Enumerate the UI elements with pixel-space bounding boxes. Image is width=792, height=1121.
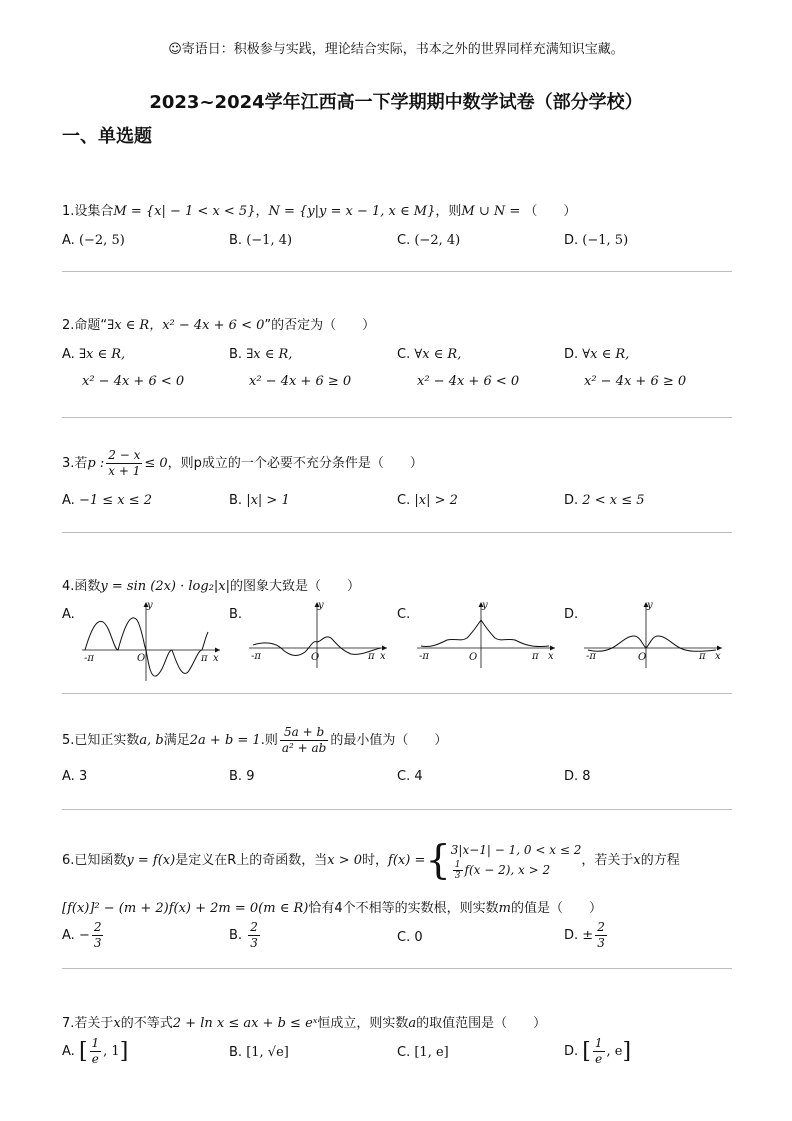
option-label: A. [62, 233, 75, 248]
q4-graph-d[interactable] [582, 598, 727, 683]
option-label: B. [229, 1045, 243, 1060]
q6-option-c[interactable] [397, 930, 423, 945]
fraction-numerator: 1 [91, 1036, 100, 1050]
option-label: A. [62, 607, 75, 622]
fraction-numerator: 2 [597, 920, 605, 934]
option-expr: |x| > 2 [414, 493, 458, 508]
q3-p: p : [87, 456, 105, 471]
q7-option-a[interactable] [62, 1036, 128, 1067]
pi-label: π [368, 651, 375, 662]
q1-option-d[interactable] [564, 233, 628, 248]
q3-text-a: 3.若 [62, 456, 88, 471]
q3-option-a[interactable] [62, 493, 152, 508]
option-label: A. [62, 1044, 75, 1059]
option-inequality: x² − 4x + 6 ≥ 0 [584, 374, 687, 389]
q3-fraction [106, 448, 142, 479]
q6-case-2: f(x − 2), x > 2 [464, 863, 551, 877]
q6-text-f: 恰有4个不相等的实数根，则实数 [308, 901, 499, 916]
fraction-denominator: a² + ab [281, 741, 327, 755]
q6-m: m [498, 901, 511, 916]
q6-text-b: 是定义在R上的奇函数，当 [175, 853, 328, 868]
curve-c [421, 620, 549, 647]
fraction-numerator: 2 [93, 920, 102, 934]
option-expr: 3 [78, 769, 88, 784]
fraction-denominator: 3 [454, 871, 461, 881]
option-fraction [90, 1036, 102, 1067]
q7-inequality: 2 + ln x ≤ ax + b ≤ eˣ [172, 1016, 318, 1031]
option-expr: , 1 [103, 1044, 120, 1059]
q4-option-a[interactable] [62, 607, 75, 622]
option-expr: (−1, 5) [582, 233, 629, 248]
right-bracket-icon: ] [119, 1039, 129, 1064]
pi-label: π [201, 653, 208, 664]
x-label: x [715, 651, 721, 662]
option-label: B. [229, 607, 243, 622]
fraction-numerator: 1 [454, 860, 461, 870]
option-label: B. [229, 493, 243, 508]
divider [62, 271, 732, 272]
q1-text-b: ， [255, 204, 269, 219]
option-label: B. [229, 769, 243, 784]
question-2-stem [62, 314, 375, 333]
fraction-numerator: 1 [594, 1036, 603, 1050]
right-bracket-icon: ] [622, 1039, 632, 1064]
option-fraction [248, 920, 260, 951]
divider [62, 693, 732, 694]
option-label: C. [397, 930, 411, 945]
q3-option-c[interactable] [397, 493, 458, 508]
fraction-numerator: 2 [250, 920, 258, 934]
option-inequality: x² − 4x + 6 < 0 [417, 374, 520, 389]
option-quantifier: ∀x ∈ R, [582, 347, 630, 362]
q4-option-c[interactable] [397, 607, 410, 622]
section-heading: 一、单选题 [62, 126, 152, 147]
q6-option-a[interactable] [62, 920, 105, 951]
option-label: C. [397, 769, 411, 784]
q7-text-c: 恒成立，则实数 [317, 1016, 409, 1031]
q5-vars: a, b [139, 733, 164, 748]
option-inequality: x² − 4x + 6 ≥ 0 [249, 374, 352, 389]
q2-option-b[interactable] [229, 347, 351, 389]
q7-option-b[interactable] [229, 1045, 289, 1060]
x-arrow-icon [717, 646, 722, 651]
option-expr: (−2, 5) [78, 233, 125, 248]
q7-option-c[interactable] [397, 1045, 449, 1060]
q6-case-1: 3|x−1| − 1, 0 < x ≤ 2 [450, 843, 582, 857]
option-expr: , e [606, 1044, 623, 1059]
q6-text-g: 的值是（ ） [510, 901, 602, 916]
option-label: C. [397, 347, 411, 362]
origin-label: O [137, 653, 146, 664]
page-title: 2023~2024学年江西高一下学期期中数学试卷（部分学校） [149, 92, 643, 113]
option-fraction [92, 920, 104, 951]
fraction-numerator: 2 − x [108, 448, 141, 462]
curve-a [85, 618, 208, 676]
fraction-denominator: e [91, 1052, 99, 1066]
option-label: D. [564, 769, 579, 784]
q6-third [453, 860, 463, 881]
question-4-stem [62, 575, 360, 594]
option-expr: 2 < x ≤ 5 [582, 493, 645, 508]
option-label: C. [397, 233, 411, 248]
q7-x: x [113, 1016, 121, 1031]
q6-fx: f(x) = [388, 853, 426, 868]
fraction-denominator: x + 1 [108, 464, 141, 478]
x-arrow-icon [215, 648, 220, 653]
q5-condition: 2a + b = 1 [189, 733, 261, 748]
q1-text-a: 1.设集合 [62, 204, 114, 219]
fraction-denominator: 3 [250, 936, 258, 950]
q3-text-b: ，则p成立的一个必要不充分条件是（ ） [167, 456, 423, 471]
q4-graph-a[interactable] [80, 598, 225, 683]
question-6-stem [62, 837, 680, 884]
option-expr: 4 [414, 769, 423, 784]
q5-text-b: 满足 [163, 733, 190, 748]
q5-text-c: .则 [260, 733, 278, 748]
q1-option-b[interactable] [229, 233, 292, 248]
left-bracket-icon: [ [78, 1039, 88, 1064]
origin-label: O [469, 652, 478, 663]
option-label: C. [397, 607, 411, 622]
option-label: B. [229, 347, 243, 362]
option-expr: 8 [582, 769, 591, 784]
x-arrow-icon [550, 646, 555, 651]
option-label: D. [564, 607, 579, 622]
q7-text-a: 7.若关于 [62, 1016, 114, 1031]
q6-option-b[interactable] [229, 920, 262, 951]
q2-option-a[interactable] [62, 347, 184, 389]
q1-option-c[interactable] [397, 233, 460, 248]
q5-fraction [280, 725, 328, 756]
q6-text-d: ，若关于 [581, 853, 634, 868]
option-label: C. [397, 1045, 411, 1060]
option-expr: [1, e] [414, 1045, 449, 1060]
pi-label: π [532, 651, 539, 662]
option-label: C. [397, 493, 411, 508]
q2-option-d[interactable] [564, 347, 686, 389]
q1-union: M ∪ N = [461, 204, 525, 219]
q5-option-b[interactable] [229, 769, 254, 784]
option-label: D. [564, 233, 579, 248]
q5-option-a[interactable] [62, 769, 87, 784]
q4-option-d[interactable] [564, 607, 578, 622]
q1-set-m: M = {x| − 1 < x < 5} [113, 204, 256, 219]
divider [62, 809, 732, 810]
option-sign: − [78, 928, 90, 943]
q1-text-c: ，则 [435, 204, 462, 219]
option-expr: |x| > 1 [246, 493, 290, 508]
q1-paren: （ ） [524, 204, 577, 219]
motto: ☺寄语日：积极参与实践，理论结合实际，书本之外的世界同样充满知识宝藏。 [168, 42, 624, 57]
fraction-denominator: e [595, 1052, 603, 1066]
q2-text-a: 2.命题“ [62, 318, 108, 333]
q5-option-c[interactable] [397, 769, 423, 784]
q7-text-b: 的不等式 [120, 1016, 173, 1031]
y-label: y [318, 600, 324, 611]
question-3-stem [62, 448, 423, 479]
option-expr: −1 ≤ x ≤ 2 [78, 493, 153, 508]
question-1-stem [62, 200, 576, 219]
x-arrow-icon [382, 646, 387, 651]
question-7-stem [62, 1012, 546, 1031]
neg-pi-label: -π [419, 651, 429, 662]
x-label: x [213, 653, 219, 664]
q6-piecewise [451, 840, 582, 881]
option-label: A. [62, 347, 75, 362]
divider [62, 968, 732, 969]
q3-option-b[interactable] [229, 493, 290, 508]
q4-function: y = sin (2x) · log₂|x| [100, 579, 230, 594]
q2-proposition: ∃x ∈ R，x² − 4x + 6 < 0 [107, 318, 265, 333]
curve-d [588, 636, 716, 651]
y-label: y [482, 600, 488, 611]
option-sign: ± [582, 928, 594, 943]
q4-graph-b[interactable] [247, 598, 392, 683]
q6-x: x [633, 853, 641, 868]
option-quantifier: ∃x ∈ R, [246, 347, 293, 362]
q5-text-d: 的最小值为（ ） [330, 733, 448, 748]
q3-option-d[interactable] [564, 493, 645, 508]
option-quantifier: ∃x ∈ R, [78, 347, 126, 362]
q6-x-pos: x > 0 [327, 853, 363, 868]
question-6-line-2 [62, 897, 602, 916]
question-5-stem [62, 725, 447, 756]
option-label: B. [229, 928, 243, 943]
option-expr: (−1, 4) [246, 233, 293, 248]
q1-set-n: N = {y|y = x − 1, x ∈ M} [268, 204, 436, 219]
option-expr: (−2, 4) [414, 233, 461, 248]
neg-pi-label: -π [84, 653, 94, 664]
q4-graph-c[interactable] [415, 598, 560, 683]
option-quantifier: ∀x ∈ R, [414, 347, 462, 362]
q6-func: y = f(x) [126, 853, 176, 868]
x-label: x [548, 651, 554, 662]
q6-equation: [f(x)]² − (m + 2)f(x) + 2m = 0(m ∈ R) [62, 901, 309, 916]
divider [62, 532, 732, 533]
divider [62, 417, 732, 418]
option-fraction [595, 920, 607, 951]
q7-option-d[interactable] [564, 1036, 631, 1067]
q6-text-c: 时， [362, 853, 389, 868]
y-label: y [147, 600, 153, 611]
option-expr: [1, √e] [246, 1045, 289, 1060]
q1-option-a[interactable] [62, 233, 125, 248]
q4-text-a: 4.函数 [62, 579, 101, 594]
q4-option-b[interactable] [229, 607, 242, 622]
q7-a: a [408, 1016, 417, 1031]
option-label: A. [62, 493, 75, 508]
option-expr: 9 [246, 769, 255, 784]
q6-text-e: 的方程 [640, 853, 680, 868]
option-label: D. [564, 1044, 579, 1059]
fraction-numerator: 5a + b [280, 725, 328, 741]
q2-text-b: ”的否定为（ ） [264, 318, 376, 333]
neg-pi-label: -π [251, 651, 261, 662]
option-label: D. [564, 347, 579, 362]
option-label: D. [564, 928, 579, 943]
q7-text-d: 的取值范围是（ ） [416, 1016, 547, 1031]
origin-label: O [311, 652, 320, 663]
neg-pi-label: -π [586, 651, 596, 662]
left-bracket-icon: [ [582, 1039, 591, 1064]
option-label: B. [229, 233, 243, 248]
y-label: y [647, 600, 653, 611]
q4-text-b: 的图象大致是（ ） [230, 579, 361, 594]
option-label: A. [62, 928, 75, 943]
q3-le: ≤ 0 [144, 456, 168, 471]
option-label: A. [62, 769, 75, 784]
pi-label: π [699, 651, 706, 662]
q2-option-c[interactable] [397, 347, 519, 389]
option-label: D. [564, 493, 579, 508]
q5-text-a: 5.已知正实数 [62, 733, 140, 748]
option-expr: 0 [414, 930, 423, 945]
origin-label: O [638, 652, 647, 663]
q6-text-a: 6.已知函数 [62, 853, 127, 868]
fraction-denominator: 3 [93, 936, 102, 950]
option-fraction [593, 1036, 605, 1067]
q5-option-d[interactable] [564, 769, 591, 784]
option-inequality: x² − 4x + 6 < 0 [82, 374, 185, 389]
x-label: x [380, 651, 386, 662]
fraction-denominator: 3 [597, 936, 605, 950]
left-brace-icon: { [425, 837, 451, 884]
q6-option-d[interactable] [564, 920, 609, 951]
